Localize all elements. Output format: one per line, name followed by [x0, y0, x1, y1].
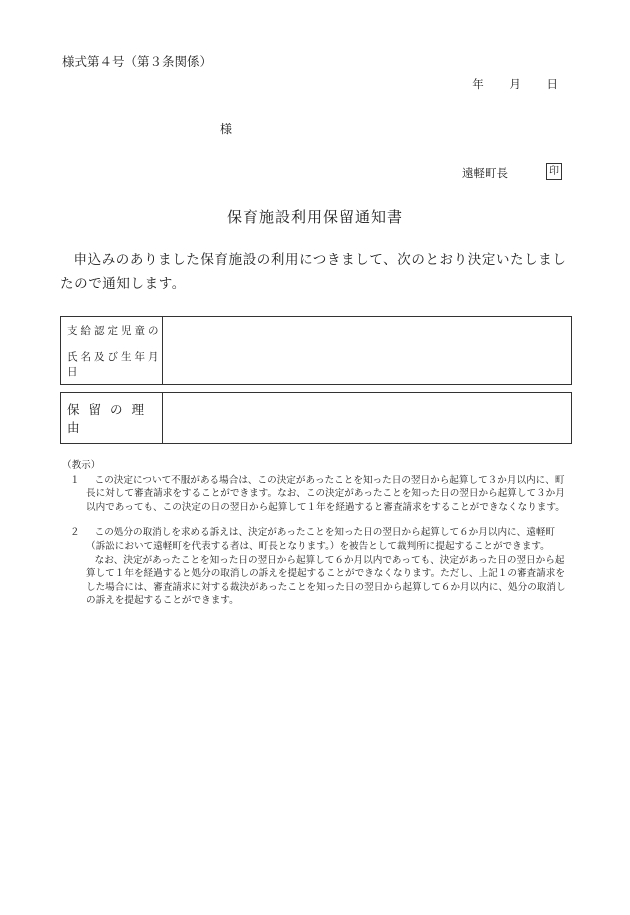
reason-table	[60, 392, 572, 444]
child-info-label-line1: 支給認定児童の	[67, 324, 162, 337]
child-info-table	[60, 316, 572, 385]
note-item	[62, 474, 568, 515]
note-paragraph: この決定について不服がある場合は、この決定があったことを知った日の翌日から起算して３か月以内に、町長に対して審査請求をすることができます。なお、この決定があったことを知った日の翌日から起算して３か月以内であっても、この決定の日の翌日から起算して１年を経過すると審査請求をすることができなくなります。	[86, 474, 565, 513]
note-paragraph: この処分の取消しを求める訴えは、決定があったことを知った日の翌日から起算して６か月以内に、遠軽町（訴訟において遠軽町を代表する者は、町長となります。）を被告として裁判所に提起することができます。	[86, 527, 556, 552]
date-line	[450, 76, 558, 92]
notes-heading: （教示）	[62, 460, 101, 471]
date-day: 日	[546, 77, 558, 91]
date-month: 月	[509, 77, 521, 91]
note-item	[62, 526, 568, 608]
document-title: 保育施設利用保留通知書	[226, 208, 403, 226]
reason-label	[61, 393, 163, 443]
form-number: 様式第４号（第３条関係）	[62, 54, 213, 69]
note-paragraph: なお、決定があったことを知った日の翌日から起算して６か月以内であっても、決定があった日の翌日から起算して１年を経過すると処分の取消しの訴えを提起することができなくなります。ただし、上記１の審査請求をした場合には、審査請求に対する裁決があったことを知った日の翌日から起算して６か月以内に、処分の取消しの訴えを提起することができます。	[86, 554, 566, 607]
issuer-name: 遠軽町長	[462, 166, 508, 180]
seal-mark: 印	[546, 163, 562, 180]
note-number: １	[70, 474, 80, 486]
child-info-label-line2: 氏名及び生年月日	[67, 350, 162, 378]
note-number: ２	[70, 527, 80, 539]
reason-label-text: 保留の理由	[67, 402, 154, 435]
date-year: 年	[472, 77, 484, 91]
reason-value	[163, 393, 571, 443]
body-text: 申込みのありました保育施設の利用につきまして、次のとおり決定いたしましたので通知します。	[60, 252, 567, 292]
addressee-suffix: 様	[220, 122, 233, 136]
instruction-notes	[62, 459, 568, 620]
child-info-value	[163, 317, 571, 384]
child-info-label	[61, 317, 163, 384]
